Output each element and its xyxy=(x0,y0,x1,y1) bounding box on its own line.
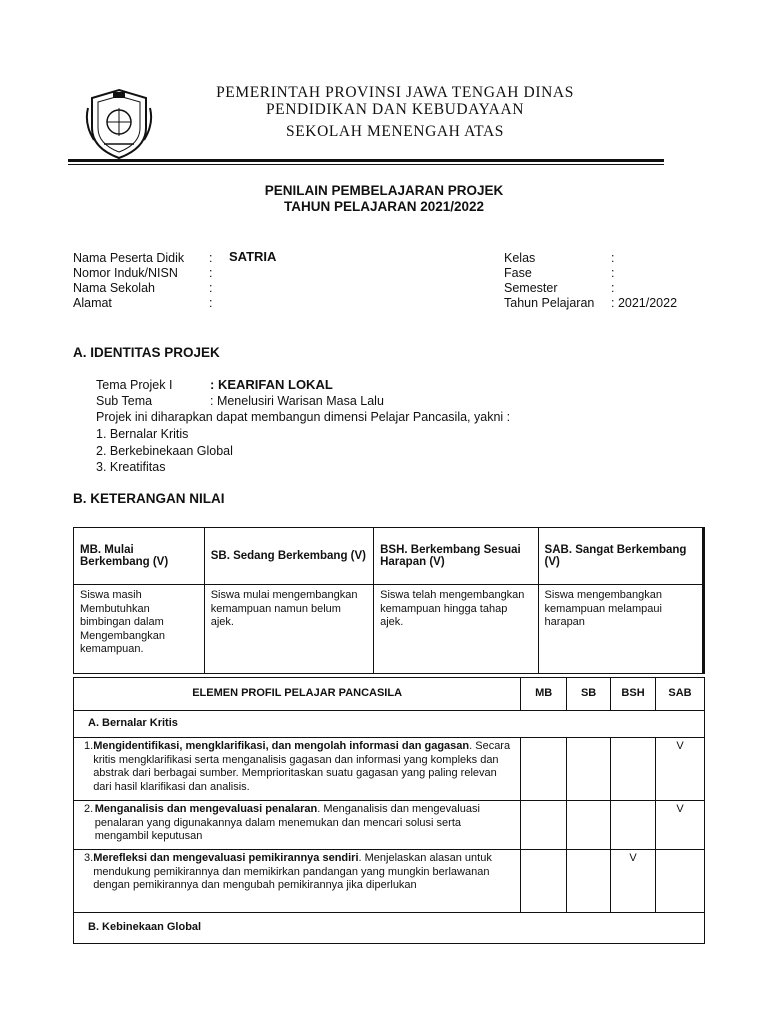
mark-mb xyxy=(521,738,567,801)
document-subtitle: TAHUN PELAJARAN 2021/2022 xyxy=(283,199,485,214)
letterhead-line-1: PEMERINTAH PROVINSI JAWA TENGAH DINAS xyxy=(216,84,574,101)
mark-sab: V xyxy=(656,738,705,801)
value-nama: SATRIA xyxy=(229,249,277,264)
mark-sab xyxy=(656,850,705,913)
mark-mb xyxy=(521,801,567,850)
mark-sb xyxy=(567,801,611,850)
legend-head-sab: SAB. Sangat Berkembang (V) xyxy=(538,528,703,585)
mark-sb xyxy=(567,850,611,913)
legend-desc-row xyxy=(74,585,704,674)
colon: : xyxy=(209,266,213,280)
group-row xyxy=(74,711,705,738)
profile-table xyxy=(73,677,705,944)
label-nama: Nama Peserta Didik xyxy=(73,251,185,265)
header-mb: MB xyxy=(521,678,567,711)
table-row xyxy=(74,801,705,850)
mark-sb xyxy=(567,738,611,801)
item-desc: . Menganalisis dan mengevaluasi penalaran yang digunakannya dalam menemukan dan mencari solusi serta mengambil keputusan xyxy=(94,803,480,842)
legend-head-bsh: BSH. Berkembang Sesuai Harapan (V) xyxy=(374,528,538,585)
legend-table xyxy=(73,527,705,674)
dimension-item: 1. Bernalar Kritis xyxy=(96,427,189,441)
label-tahun-pelajaran: Tahun Pelajaran xyxy=(504,296,595,310)
mark-bsh xyxy=(611,801,656,850)
value-tahun-pelajaran: : 2021/2022 xyxy=(611,296,678,310)
label-kelas: Kelas xyxy=(504,251,536,265)
group-b-title: B. Kebinekaan Global xyxy=(74,913,705,944)
subtema-label: Sub Tema xyxy=(96,394,153,408)
legend-desc-sb: Siswa mulai mengembangkan kemampuan namun belum ajek. xyxy=(204,585,373,674)
item-desc: . Secara kritis mengklarifikasi serta menganalisis gagasan dan informasi yang kompleks dan abstrak dari berbagai sumber. Memprioritaskan suatu gagasan yang paling relevan dari hasil klarifikasi dan analisis. xyxy=(93,740,511,793)
section-b-heading: B. KETERANGAN NILAI xyxy=(73,491,225,506)
header-bsh: BSH xyxy=(611,678,656,711)
mark-mb xyxy=(521,850,567,913)
legend-desc-mb: Siswa masih Membutuhkan bimbingan dalam Mengembangkan kemampuan. xyxy=(74,585,205,674)
subtema-value: : Menelusiri Warisan Masa Lalu xyxy=(210,394,384,408)
label-fase: Fase xyxy=(504,266,532,280)
group-a-title: A. Bernalar Kritis xyxy=(74,711,705,738)
legend-head-mb: MB. Mulai Berkembang (V) xyxy=(74,528,205,585)
label-nisn: Nomor Induk/NISN xyxy=(73,266,178,280)
value-kelas: : xyxy=(611,251,615,265)
header-sab: SAB xyxy=(656,678,705,711)
value-semester: : xyxy=(611,281,615,295)
letterhead-rule-thin xyxy=(68,164,664,165)
item-cell xyxy=(74,850,521,913)
letterhead-line-2: PENDIDIKAN DAN KEBUDAYAAN xyxy=(265,101,525,118)
mark-bsh: V xyxy=(611,850,656,913)
tema-label: Tema Projek I xyxy=(96,378,173,392)
item-title: Mengidentifikasi, mengklarifikasi, dan mengolah informasi dan gagasan xyxy=(93,740,470,752)
label-semester: Semester xyxy=(504,281,558,295)
header-sb: SB xyxy=(567,678,611,711)
item-number: 1. xyxy=(84,740,94,752)
colon: : xyxy=(209,251,213,265)
header-elemen: ELEMEN PROFIL PELAJAR PANCASILA xyxy=(74,678,521,711)
provincial-emblem-icon xyxy=(84,88,154,160)
item-title: Merefleksi dan mengevaluasi pemikirannya sendiri xyxy=(93,852,359,864)
dimension-item: 2. Berkebinekaan Global xyxy=(96,444,233,458)
item-cell xyxy=(74,738,521,801)
section-a-heading: A. IDENTITAS PROJEK xyxy=(73,345,220,360)
tema-value: : KEARIFAN LOKAL xyxy=(210,377,333,392)
document-title: PENILAIN PEMBELAJARAN PROJEK xyxy=(264,183,504,198)
item-title: Menganalisis dan mengevaluasi penalaran xyxy=(94,803,318,815)
profile-header-row xyxy=(74,678,705,711)
dimension-item: 3. Kreatifitas xyxy=(96,460,166,474)
mark-sab: V xyxy=(656,801,705,850)
colon: : xyxy=(209,296,213,310)
letterhead-rule-thick xyxy=(68,159,664,162)
item-number: 2. xyxy=(84,803,94,815)
mark-bsh xyxy=(611,738,656,801)
label-sekolah: Nama Sekolah xyxy=(73,281,155,295)
value-fase: : xyxy=(611,266,615,280)
legend-head-sb: SB. Sedang Berkembang (V) xyxy=(204,528,373,585)
table-row xyxy=(74,738,705,801)
colon: : xyxy=(209,281,213,295)
item-desc: . Menjelaskan alasan untuk mendukung pemikirannya dan memikirkan pandangan yang mungkin berlawanan dengan pemikirannya dan mengubah pemikirannya jika diperlukan xyxy=(93,852,492,891)
legend-header-row xyxy=(74,528,704,585)
legend-desc-bsh: Siswa telah mengembangkan kemampuan hingga tahap ajek. xyxy=(374,585,538,674)
dimension-intro: Projek ini diharapkan dapat membangun dimensi Pelajar Pancasila, yakni : xyxy=(96,410,511,424)
group-row xyxy=(74,913,705,944)
table-row xyxy=(74,850,705,913)
legend-desc-sab: Siswa mengembangkan kemampuan melampaui harapan xyxy=(538,585,703,674)
label-alamat: Alamat xyxy=(73,296,112,310)
item-number: 3. xyxy=(84,852,94,864)
letterhead-line-3: SEKOLAH MENENGAH ATAS xyxy=(285,123,505,140)
item-cell xyxy=(74,801,521,850)
